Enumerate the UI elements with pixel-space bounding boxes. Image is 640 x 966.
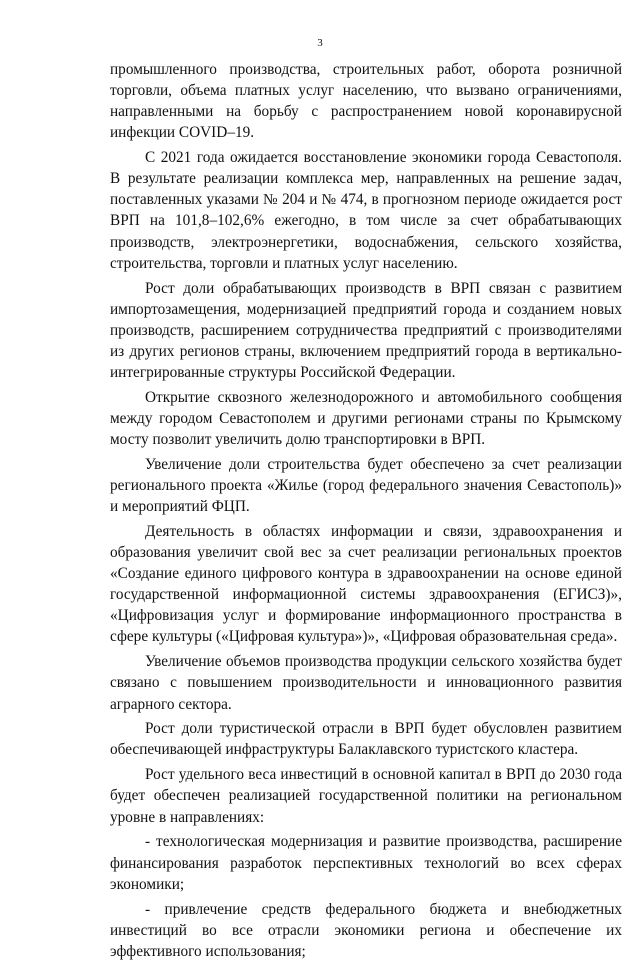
paragraph-construction: Увеличение доли строительства будет обеспечено за счет реализации регионального проекта «Жилье (город федерального значения Севастополь)» и мероприятий ФЦП. [110, 455, 622, 516]
document-body [110, 59, 622, 966]
list-item-modernization: - технологическая модернизация и развитие производства, расширение финансирования разработок перспективных технологий во всех сферах экономики; [110, 833, 622, 893]
paragraph-tourism: Рост доли туристической отрасли в ВРП будет обусловлен развитием обеспечивающей инфраструктуры Балаклавского туристского кластера. [110, 720, 622, 759]
paragraph-agriculture: Увеличение объемов производства продукции сельского хозяйства будет связано с повышением производительности и инновационного развития аграрного сектора. [110, 653, 622, 713]
paragraph-manufacturing: Рост доли обрабатывающих производств в ВРП связан с развитием импортозамещения, модернизацией предприятий города и созданием новых производств, расширением сотрудничества предприятий с производителями из других регионов страны, включением предприятий города в вертикально-интегрированные структуры Российской Федерации. [110, 279, 622, 381]
list-item-federal-funds: - привлечение средств федерального бюджета и внебюджетных инвестиций во все отрасли экономики региона и обеспечение их эффективного использования; [110, 900, 622, 960]
paragraph-investment: Рост удельного веса инвестиций в основной капитал в ВРП до 2030 года будет обеспечен реализацией государственной политики на региональном уровне в направлениях: [110, 766, 622, 826]
paragraph-economy-recovery: С 2021 года ожидается восстановление экономики города Севастополя. В результате реализации комплекса мер, направленных на решение задач, поставленных указами № 204 и № 474, в прогнозном периоде ожидается рост ВРП на 101,8–102,6% ежегодно, в том числе за счет обрабатывающих производств, электроэнергетики, водоснабжения, сельского хозяйства, строительства, торговли и платных услуг населению. [110, 149, 622, 272]
paragraph-transport: Открытие сквозного железнодорожного и автомобильного сообщения между городом Севастополем и другими регионами страны по Крымскому мосту позволит увеличить долю транспортировки в ВРП. [110, 388, 622, 448]
page-number: 3 [317, 37, 323, 49]
paragraph-digital-projects: Деятельность в областях информации и связи, здравоохранения и образования увеличит свой вес за счет реализации региональных проектов «Создание единого цифрового контура в здравоохранении на основе единой государственной информационной системы здравоохранения (ЕГИСЗ)», «Цифровизация услуг и формирование информационного пространства в сфере культуры («Цифровая культура»)», «Цифровая образовательная среда». [110, 522, 622, 646]
paragraph-continuation: промышленного производства, строительных работ, оборота розничной торговли, объема платных услуг населению, что вызвано ограничениями, направленными на борьбу с распространением новой коронавирусной инфекции COVID–19. [110, 61, 622, 142]
